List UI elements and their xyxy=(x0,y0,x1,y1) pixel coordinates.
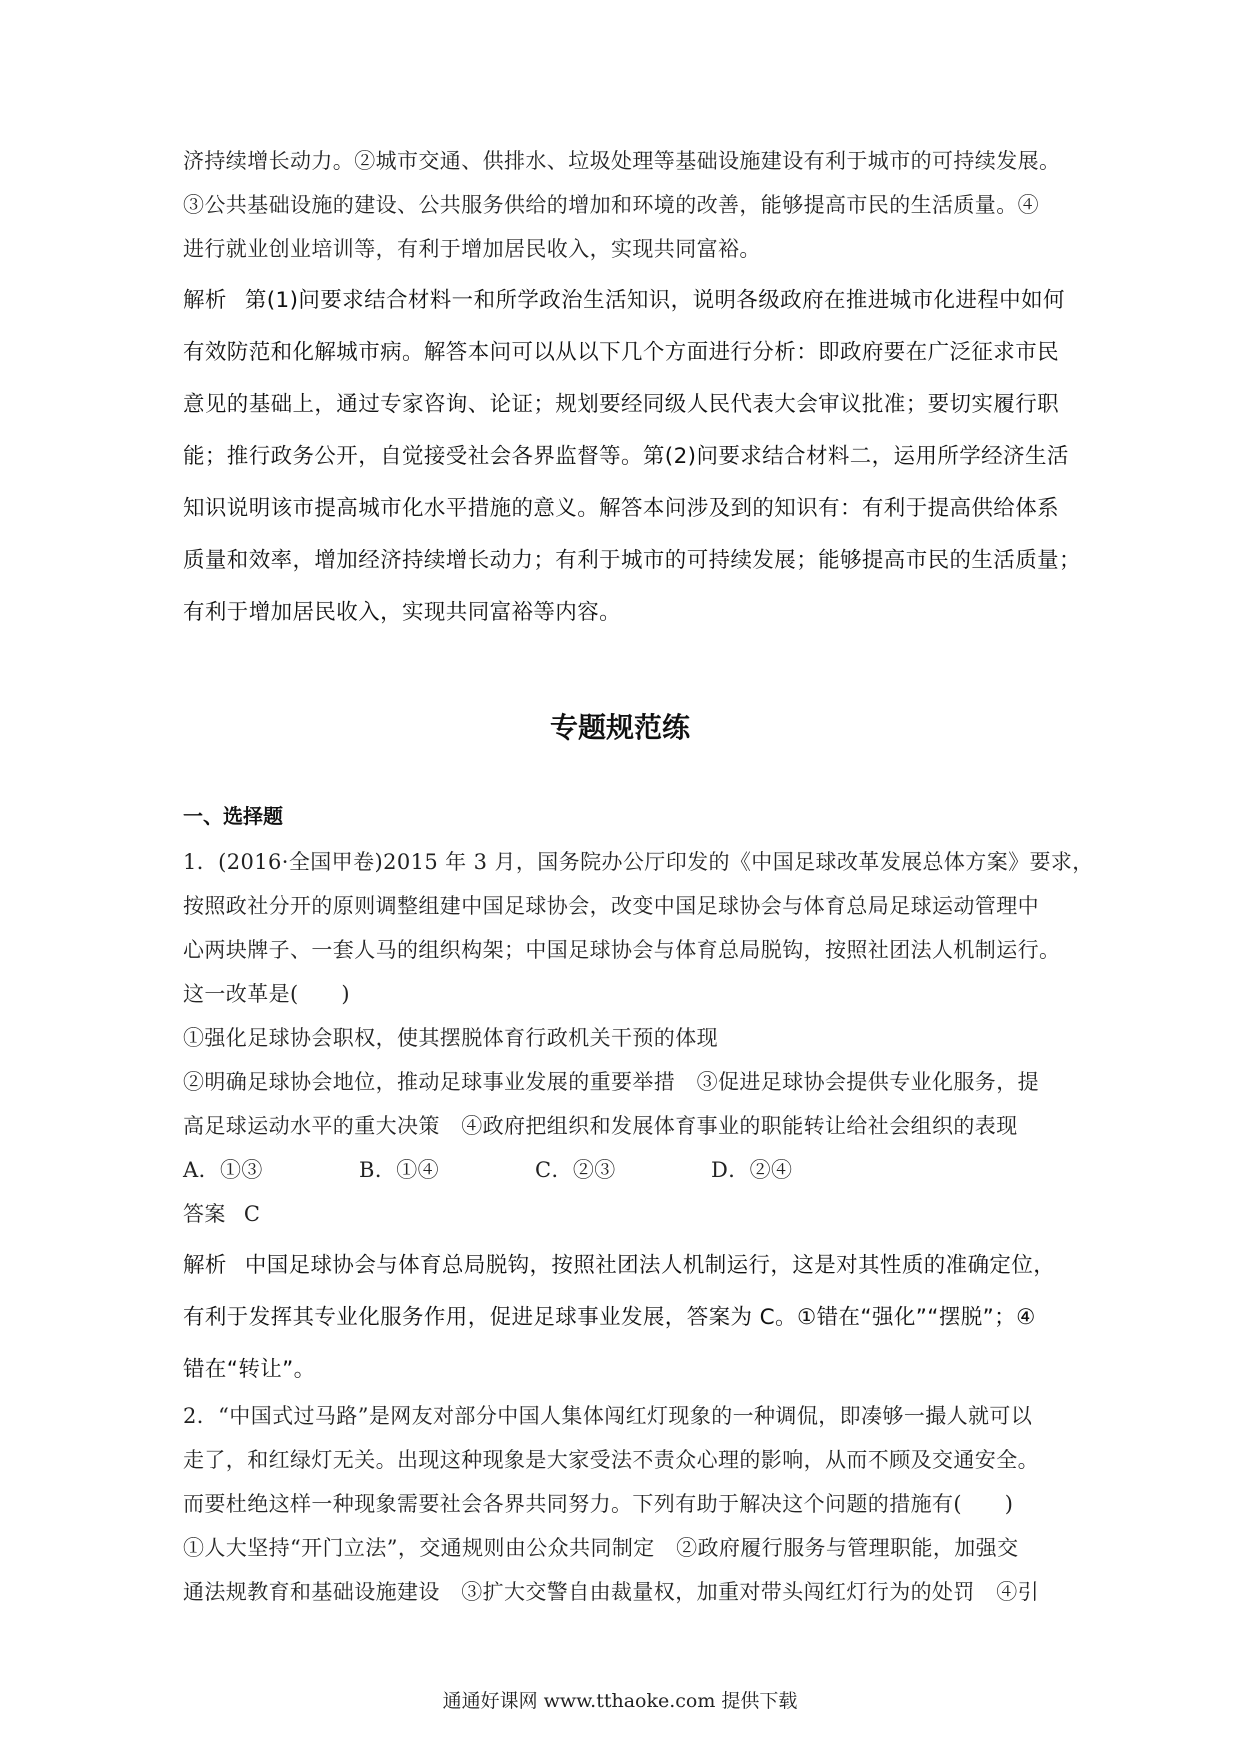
text-line: 知识说明该市提高城市化水平措施的意义。解答本问涉及到的知识有：有利于提高供给体系 xyxy=(183,496,1060,521)
text-line: 济持续增长动力。②城市交通、供排水、垃圾处理等基础设施建设有利于城市的可持续发展。 xyxy=(183,149,1061,173)
text-line: ③公共基础设施的建设、公共服务供给的增加和环境的改善，能够提高市民的生活质量。④ xyxy=(183,193,1039,217)
analysis-label: 解析 xyxy=(183,288,227,313)
option-d: D．②④ xyxy=(711,1158,793,1182)
question-stem-line: 1．(2016·全国甲卷)2015 年 3 月，国务院办公厅印发的《中国足球改革发展总体方案》要求， xyxy=(183,850,1094,874)
answer-continuation xyxy=(183,139,1063,271)
statement-line: ②明确足球协会地位，推动足球事业发展的重要举措 ③促进足球协会提供专业化服务，提 xyxy=(183,1070,1039,1094)
text-line: 解析 中国足球协会与体育总局脱钩，按照社团法人机制运行，这是对其性质的准确定位， xyxy=(183,1253,1056,1278)
option-c: C．②③ xyxy=(535,1158,616,1182)
page-footer: 通通好课网 www.tthaoke.com 提供下载 xyxy=(442,1690,798,1712)
question-2 xyxy=(183,1394,1063,1614)
text-line: 进行就业创业培训等，有利于增加居民收入，实现共同富裕。 xyxy=(183,237,761,261)
statement-line: 通法规教育和基础设施建设 ③扩大交警自由裁量权，加重对带头闯红灯行为的处罚 ④引 xyxy=(183,1580,1039,1604)
statement-line: ①强化足球协会职权，使其摆脱体育行政机关干预的体现 xyxy=(183,1026,718,1050)
text-line: 意见的基础上，通过专家咨询、论证；规划要经同级人民代表大会审议批准；要切实履行职 xyxy=(183,392,1060,417)
statement-line: ①人大坚持“开门立法”，交通规则由公众共同制定 ②政府履行服务与管理职能，加强交 xyxy=(183,1536,1019,1560)
question-1 xyxy=(183,840,1094,1236)
text-line: 有利于发挥其专业化服务作用，促进足球事业发展，答案为 C。①错在“强化”“摆脱”；④ xyxy=(183,1305,1036,1330)
question-stem-line: 走了，和红绿灯无关。出现这种现象是大家受法不责众心理的影响，从而不顾及交通安全。 xyxy=(183,1448,1039,1472)
answer-line xyxy=(183,1192,1063,1236)
question-stem-line: 而要杜绝这样一种现象需要社会各界共同努力。下列有助于解决这个问题的措施有( ) xyxy=(183,1492,1014,1516)
section-heading: 一、选择题 xyxy=(183,804,283,828)
section-title: 专题规范练 xyxy=(549,711,690,744)
analysis-block xyxy=(183,275,1081,639)
question-stem-line: 这一改革是( ) xyxy=(183,982,350,1006)
text-line: 能；推行政务公开，自觉接受社会各界监督等。第(2)问要求结合材料二，运用所学经济生活 xyxy=(183,444,1069,469)
text-line: 有效防范和化解城市病。解答本问可以从以下几个方面进行分析：即政府要在广泛征求市民 xyxy=(183,340,1060,365)
option-a: A．①③ xyxy=(183,1158,263,1182)
text-line: 解析 第(1)问要求结合材料一和所学政治生活知识，说明各级政府在推进城市化进程中如何 xyxy=(183,288,1065,313)
question-stem-line: 按照政社分开的原则调整组建中国足球协会，改变中国足球协会与体育总局足球运动管理中 xyxy=(183,894,1039,918)
answer-label: 答案 xyxy=(183,1202,226,1226)
statement-line: 高足球运动水平的重大决策 ④政府把组织和发展体育事业的职能转让给社会组织的表现 xyxy=(183,1114,1018,1138)
answer-options xyxy=(183,1148,1063,1192)
question-stem-line: 2．“中国式过马路”是网友对部分中国人集体闯红灯现象的一种调侃，即凑够一撮人就可以 xyxy=(183,1404,1033,1428)
text-line: 错在“转让”。 xyxy=(183,1357,316,1382)
question-1-analysis xyxy=(183,1240,1063,1396)
answer-value: C xyxy=(243,1202,261,1226)
option-b: B．①④ xyxy=(359,1158,440,1182)
question-stem-line: 心两块牌子、一套人马的组织构架；中国足球协会与体育总局脱钩，按照社团法人机制运行。 xyxy=(183,938,1061,962)
text-line: 有利于增加居民收入，实现共同富裕等内容。 xyxy=(183,600,622,625)
analysis-label: 解析 xyxy=(183,1253,227,1278)
text-line: 质量和效率，增加经济持续增长动力；有利于城市的可持续发展；能够提高市民的生活质量； xyxy=(183,548,1081,573)
